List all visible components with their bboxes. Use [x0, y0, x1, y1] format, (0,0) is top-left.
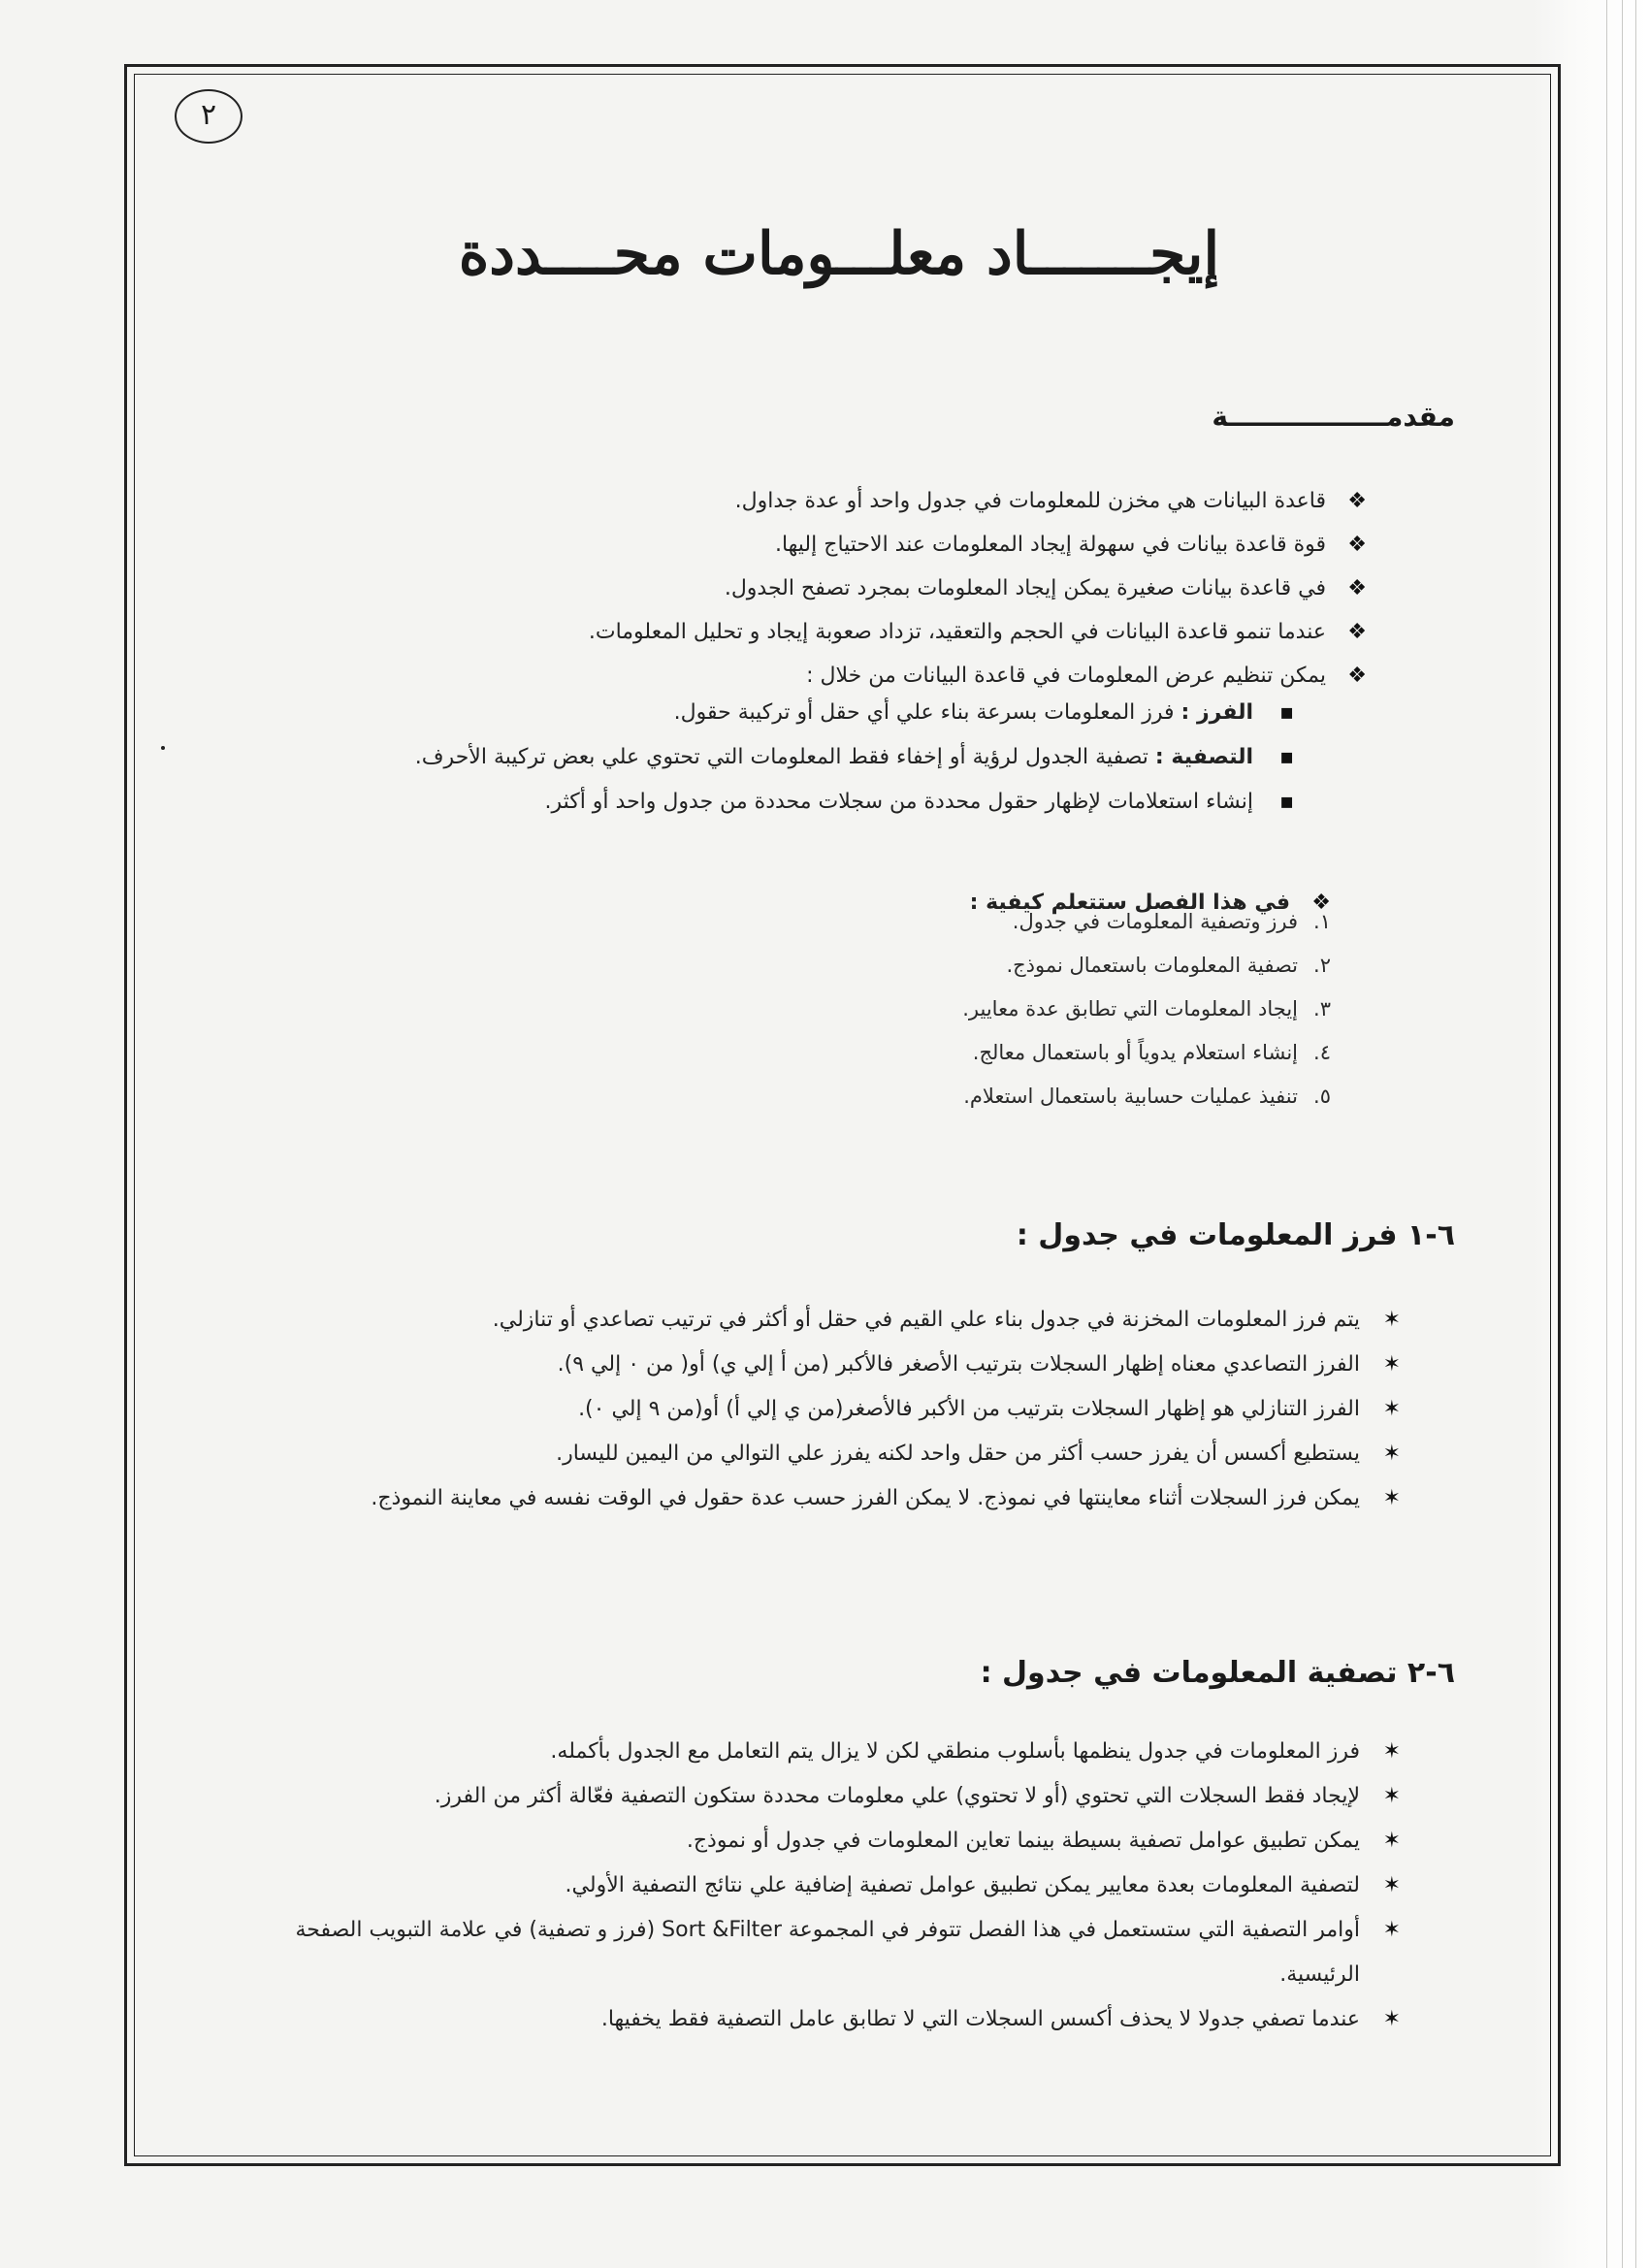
list-item: ✶ أوامر التصفية التي ستستعمل في هذا الفصل تتوفر في المجموعة Sort &Filter (فرز و تصفية) في علامة التبويب الصفحة الرئيسية. [274, 1908, 1360, 1997]
list-item: ٤. إنشاء استعلام يدوياً أو باستعمال معالج. [972, 1041, 1331, 1064]
section2-list [274, 1730, 1401, 2042]
star-bullet-icon: ✶ [1382, 1829, 1401, 1853]
star-bullet-icon: ✶ [1382, 1486, 1401, 1510]
star-bullet-icon: ✶ [1382, 1918, 1401, 1942]
method-term: الفرز : [1180, 700, 1253, 725]
list-item: ✶ يتم فرز المعلومات المخزنة في جدول بناء علي القيم في حقل أو أكثر في ترتيب تصاعدي أو تنازلي. [322, 1298, 1360, 1343]
square-bullet-icon: ▪ [1279, 700, 1294, 725]
star-bullet-icon: ✶ [1382, 1308, 1401, 1332]
star-bullet-icon: ✶ [1382, 1784, 1401, 1808]
star-bullet-icon: ✶ [1382, 1352, 1401, 1377]
list-item: ❖ في هذا الفصل ستتعلم كيفية : [970, 881, 1290, 924]
page-edge-line [1622, 0, 1623, 2268]
methods-list [264, 691, 1294, 825]
list-item: ✶ يمكن تطبيق عوامل تصفية بسيطة بينما تعاين المعلومات في جدول أو نموذج. [274, 1819, 1360, 1863]
list-item: ✶ عندما تصفي جدولا لا يحذف أكسس السجلات التي لا تطابق عامل التصفية فقط يخفيها. [274, 1997, 1360, 2042]
star-bullet-icon: ✶ [1382, 1873, 1401, 1897]
page-number: ٢ [175, 89, 242, 144]
square-bullet-icon: ▪ [1279, 790, 1294, 814]
list-item: ٥. تنفيذ عمليات حسابية باستعمال استعلام. [963, 1085, 1331, 1108]
list-item: ✶ لإيجاد فقط السجلات التي تحتوي (أو لا تحتوي) علي معلومات محددة ستكون التصفية فعّالة أكثر من الفرز. [274, 1774, 1360, 1819]
diamond-bullet-icon: ❖ [1347, 576, 1367, 600]
star-bullet-icon: ✶ [1382, 1739, 1401, 1764]
method-term: التصفية : [1154, 745, 1253, 769]
page-edge-line [1635, 0, 1636, 2268]
square-bullet-icon: ▪ [1279, 745, 1294, 769]
section1-list [322, 1298, 1401, 1521]
list-item: ▪ التصفية : تصفية الجدول لرؤية أو إخفاء فقط المعلومات التي تحتوي علي بعض تركيبة الأحرف. [264, 735, 1253, 780]
list-item: ✶ الفرز التنازلي هو إظهار السجلات بترتيب من الأكبر فالأصغر(من ي إلي أ) أو(من ٩ إلي ٠). [322, 1387, 1360, 1432]
diamond-bullet-icon: ❖ [1311, 891, 1331, 915]
diamond-bullet-icon: ❖ [1347, 664, 1367, 688]
list-item: ٣. إيجاد المعلومات التي تطابق عدة معايير. [962, 997, 1331, 1021]
list-item: ❖ قوة قاعدة بيانات في سهولة إيجاد المعلومات عند الاحتياج إليها. [589, 523, 1326, 567]
star-bullet-icon: ✶ [1382, 1397, 1401, 1421]
star-bullet-icon: ✶ [1382, 1442, 1401, 1466]
diamond-bullet-icon: ❖ [1347, 489, 1367, 513]
list-item: ١. فرز وتصفية المعلومات في جدول. [1012, 910, 1331, 933]
list-item: ✶ يمكن فرز السجلات أثناء معاينتها في نموذج. لا يمكن الفرز حسب عدة حقول في الوقت نفسه في معاينة النموذج. [322, 1476, 1360, 1521]
page-edge-line [1606, 0, 1607, 2268]
list-item: ❖ في قاعدة بيانات صغيرة يمكن إيجاد المعلومات بمجرد تصفح الجدول. [589, 567, 1326, 610]
section1-heading: ٦-١ فرز المعلومات في جدول : [1016, 1218, 1455, 1252]
list-item: ٢. تصفية المعلومات باستعمال نموذج. [1006, 954, 1331, 977]
page-title: إيجـــــــاد معلـــومات محــــددة [458, 220, 1220, 288]
list-item: ▪ إنشاء استعلامات لإظهار حقول محددة من سجلات محددة من جدول واحد أو أكثر. [264, 780, 1253, 825]
star-bullet-icon: ✶ [1382, 2007, 1401, 2031]
section2-heading: ٦-٢ تصفية المعلومات في جدول : [980, 1656, 1455, 1690]
list-item: ✶ الفرز التصاعدي معناه إظهار السجلات بترتيب الأصغر فالأكبر (من أ إلي ي) أو( من ٠ إلي ٩). [322, 1343, 1360, 1387]
list-item: ❖ يمكن تنظيم عرض المعلومات في قاعدة البيانات من خلال : [589, 654, 1326, 697]
diamond-bullet-icon: ❖ [1347, 620, 1367, 644]
stray-ink-dot [161, 746, 165, 750]
list-item: ✶ يستطيع أكسس أن يفرز حسب أكثر من حقل واحد لكنه يفرز علي التوالي من اليمين لليسار. [322, 1432, 1360, 1476]
list-item: ❖ عندما تنمو قاعدة البيانات في الحجم والتعقيد، تزداد صعوبة إيجاد و تحليل المعلومات. [589, 610, 1326, 654]
intro-heading: مقدمـــــــــــــــــة [1212, 401, 1455, 433]
learn-list [619, 900, 1331, 1118]
list-item: ❖ قاعدة البيانات هي مخزن للمعلومات في جدول واحد أو عدة جداول. [589, 479, 1326, 523]
list-item: ✶ لتصفية المعلومات بعدة معايير يمكن تطبيق عوامل تصفية إضافية علي نتائج التصفية الأولي. [274, 1863, 1360, 1908]
diamond-bullet-icon: ❖ [1347, 533, 1367, 557]
intro-list [588, 479, 1367, 697]
list-item: ▪ الفرز : فرز المعلومات بسرعة بناء علي أي حقل أو تركيبة حقول. [264, 691, 1253, 735]
list-item: ✶ فرز المعلومات في جدول ينظمها بأسلوب منطقي لكن لا يزال يتم التعامل مع الجدول بأكمله. [274, 1730, 1360, 1774]
